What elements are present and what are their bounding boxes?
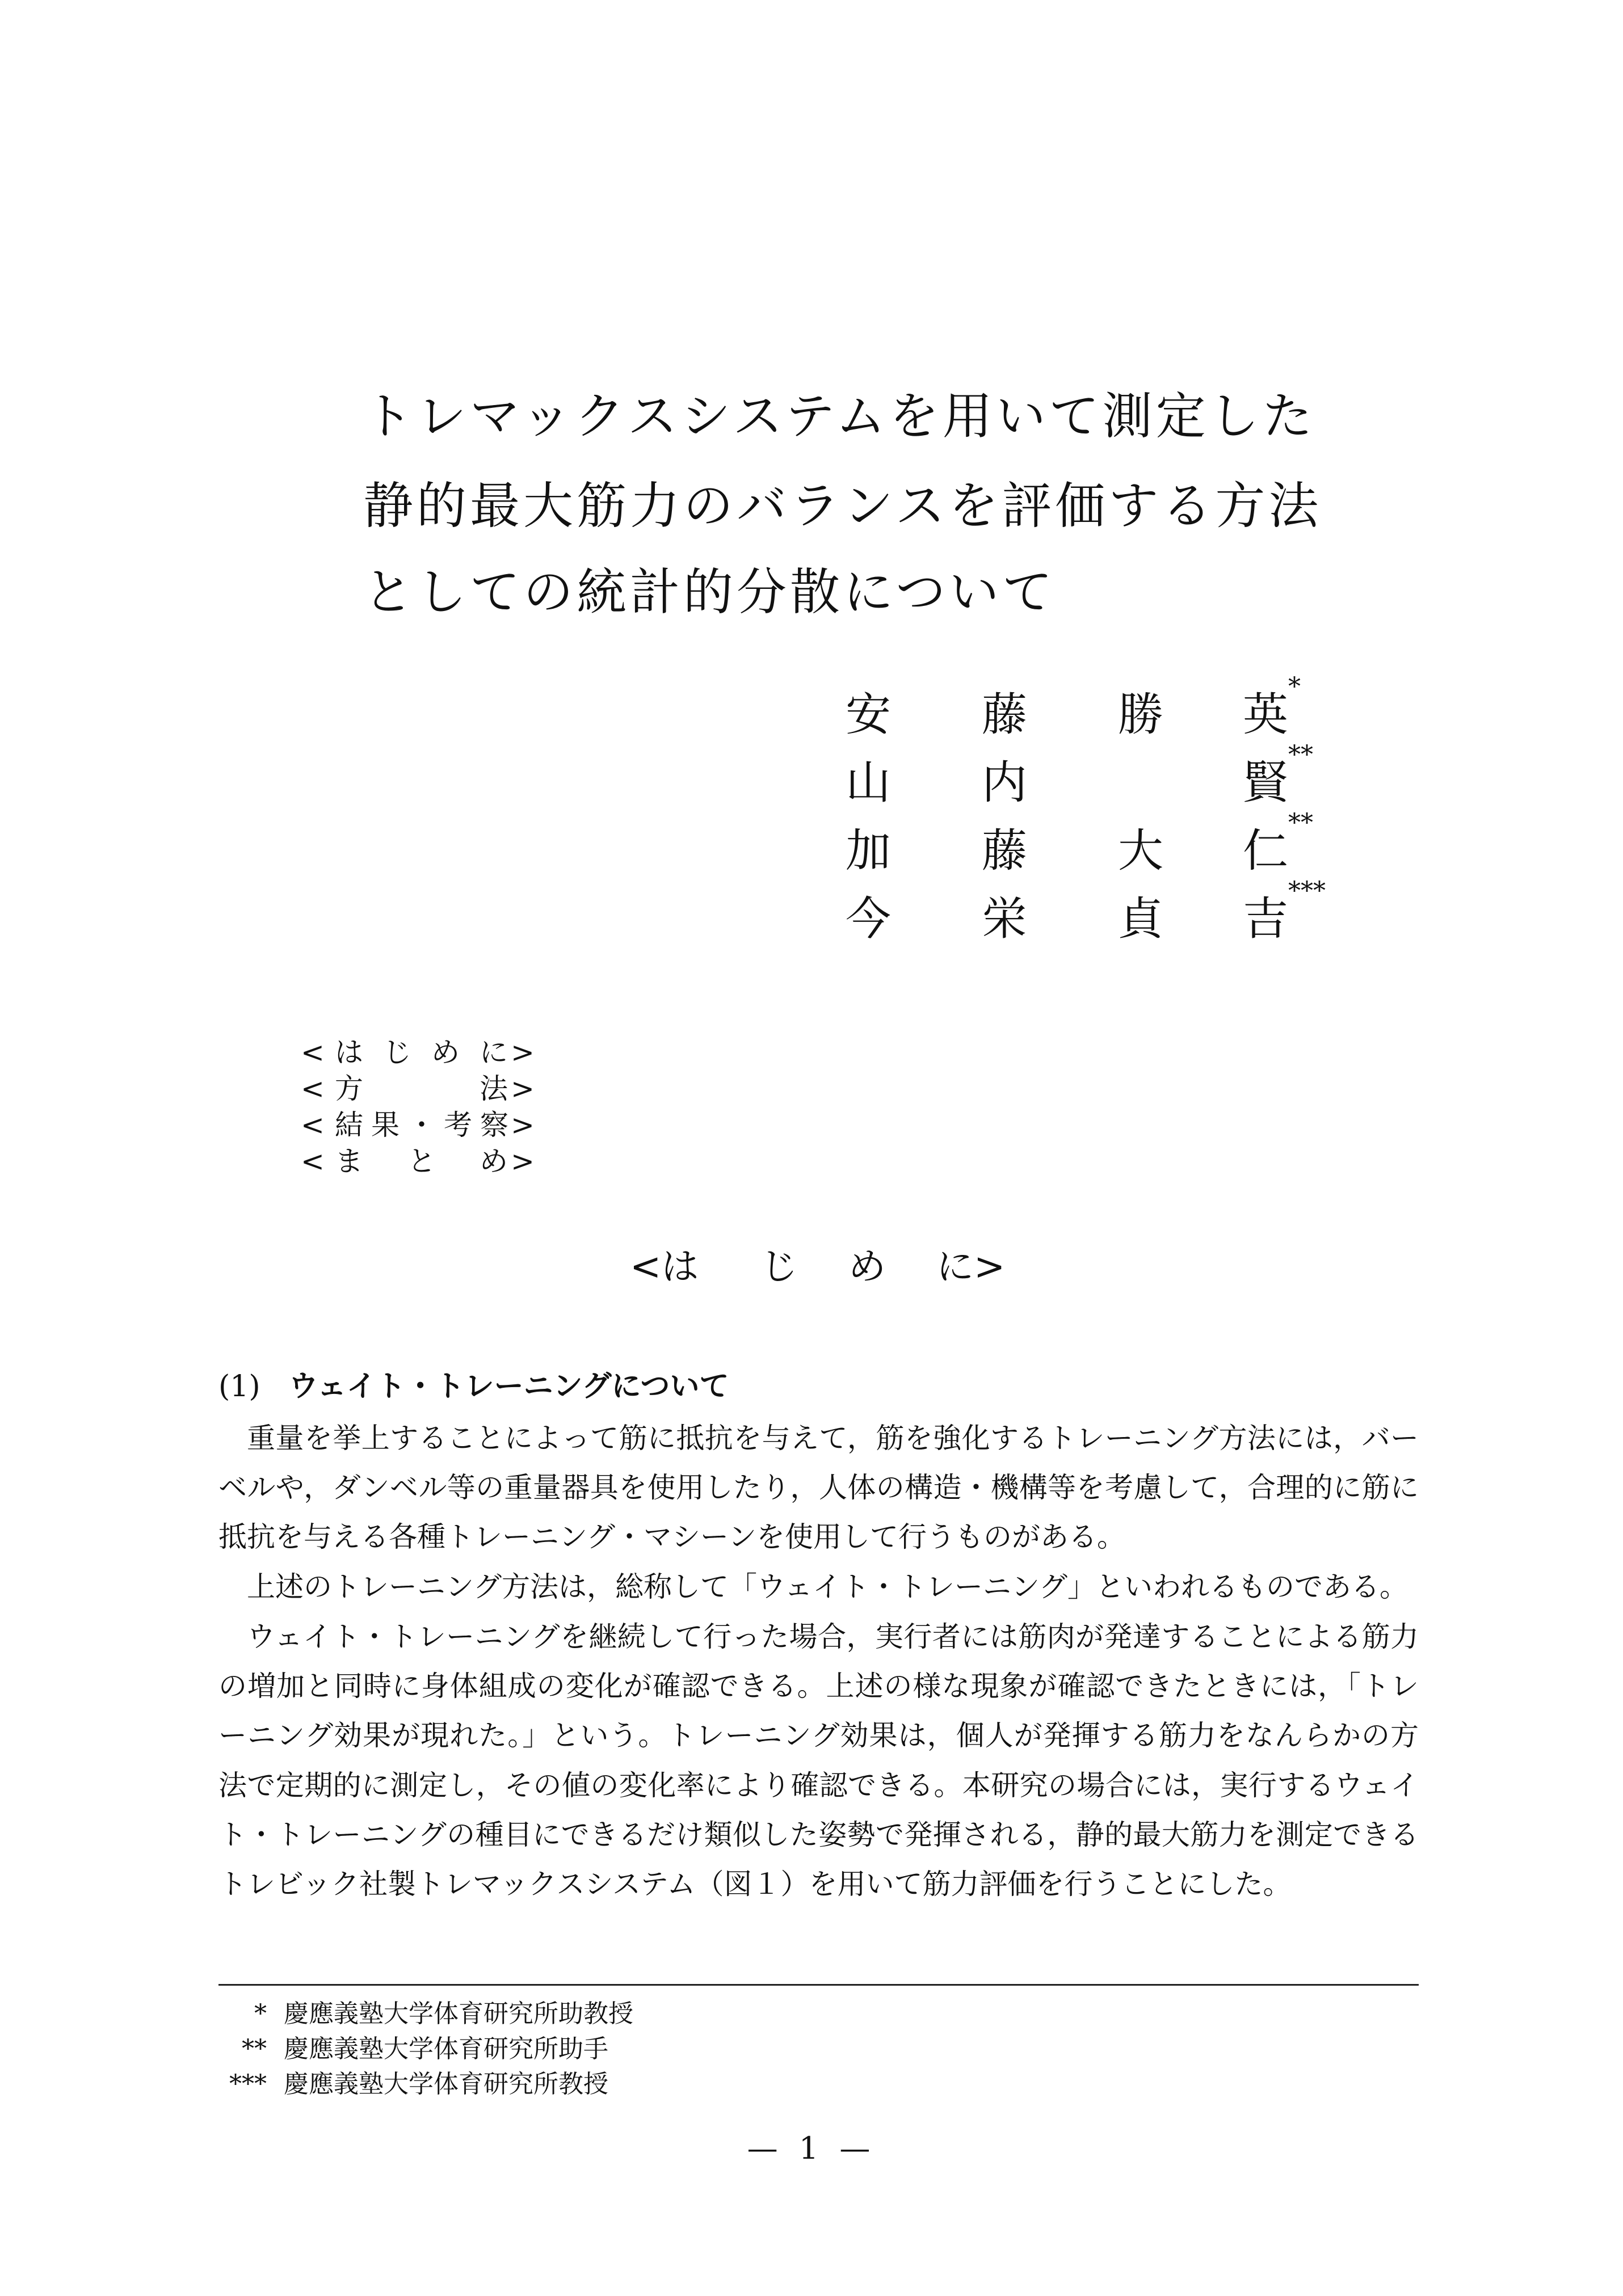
footnote-mark: ** (242, 2034, 267, 2063)
footnote (221, 2072, 608, 2101)
footnote-text: 慶應義塾大学体育研究所教授 (284, 2070, 608, 2099)
title-line-2: 静的最大筋力のバランスを評価する方法 (363, 477, 1322, 535)
title-line-1: トレマックスシステムを用いて測定した (363, 387, 1316, 445)
title-line-3: としての統計的分散について (363, 563, 1056, 621)
author-footnote-mark: ** (1288, 808, 1313, 838)
section-heading: <は じ め に> (630, 1245, 1006, 1288)
author-footnote-mark: *** (1288, 877, 1326, 906)
author-char: 吉*** (1243, 877, 1326, 945)
author-char: 貞 (1118, 892, 1163, 945)
page-number: — 1 — (747, 2130, 876, 2166)
text-line: ウェイト・トレーニングを継続して行った場合，実行者には筋肉が発達することによる筋力 (247, 1620, 1419, 1653)
author-char: 内 (982, 756, 1027, 809)
author-char: 栄 (982, 892, 1027, 945)
footnote (221, 2034, 608, 2066)
author-char: 英* (1243, 672, 1301, 741)
text-line: ベルや，ダンベル等の重量器具を使用したり，人体の構造・機構等を考慮して，合理的に筋に (218, 1471, 1419, 1504)
footnote-text: 慶應義塾大学体育研究所助手 (284, 2034, 608, 2063)
toc-item: < 結 果 ・ 考 察 > (301, 1109, 535, 1141)
author-char: 加 (846, 824, 891, 877)
footnote-mark: * (254, 1999, 267, 2028)
author-char: 大 (1118, 824, 1163, 877)
text-line: ーニング効果が現れた。」という。トレーニング効果は，個人が発揮する筋力をなんらかの方 (218, 1719, 1419, 1752)
author-char: 山 (846, 756, 891, 809)
text-line: トレビック社製トレマックスシステム（図１）を用いて筋力評価を行うことにした。 (218, 1868, 1292, 1901)
toc-item: < 方 法 > (301, 1072, 535, 1105)
author-char: 賢** (1243, 740, 1313, 809)
author-char: 勝 (1118, 688, 1163, 741)
text-line: 法で定期的に測定し，その値の変化率により確認できる。本研究の場合には，実行するウェイ (218, 1769, 1419, 1802)
toc-item: < は じ め に > (301, 1036, 535, 1069)
text-line: 上述のトレーニング方法は，総称して「ウェイト・トレーニング」といわれるものである。 (247, 1570, 1408, 1603)
author-char: 仁** (1243, 808, 1313, 877)
author-char: 藤 (982, 824, 1027, 877)
footnote-text: 慶應義塾大学体育研究所助教授 (284, 1999, 633, 2028)
footnote (221, 1999, 633, 2031)
author-char: 安 (846, 688, 891, 741)
footnote-mark: *** (229, 2070, 267, 2099)
author-char: 今 (846, 892, 891, 945)
text-line: 重量を挙上することによって筋に抵抗を与えて，筋を強化するトレーニング方法には，バー (247, 1422, 1419, 1455)
author-row (846, 672, 1334, 749)
text-line: ト・トレーニングの種目にできるだけ類似した姿勢で発揮される，静的最大筋力を測定できる (218, 1818, 1419, 1851)
toc-item: < ま と め > (301, 1145, 535, 1178)
text-line: 抵抗を与える各種トレーニング・マシーンを使用して行うものがある。 (218, 1520, 1125, 1553)
author-footnote-mark: * (1288, 672, 1301, 702)
author-row (846, 877, 1334, 953)
footnote-divider (218, 1984, 1419, 1986)
author-row (846, 808, 1334, 885)
author-row (846, 740, 1334, 817)
text-line: の増加と同時に身体組成の変化が確認できる。上述の様な現象が確認できたときには，「トレ (218, 1670, 1419, 1703)
author-char: 藤 (982, 688, 1027, 741)
subsection-title: ウェイト・トレーニングについて (288, 1369, 729, 1404)
subsection-number: (1) (218, 1370, 260, 1404)
author-footnote-mark: ** (1288, 740, 1313, 770)
subsection-heading (218, 1369, 729, 1404)
